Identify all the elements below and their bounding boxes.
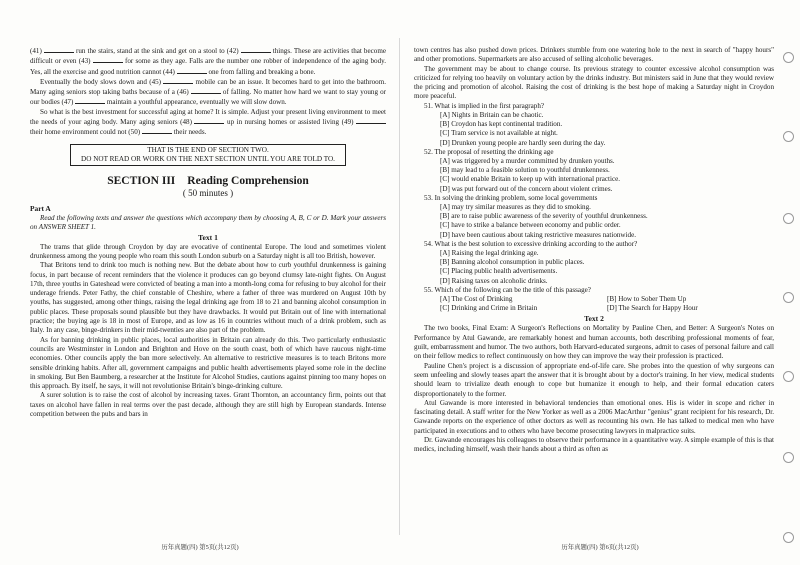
instructions: Read the following texts and answer the questions which accompany them by choosing A, B, C or D. Mark your answers on ANSWER SHEET 1. (30, 213, 386, 231)
binder-hole-icon (783, 131, 794, 142)
text-2-title: Text 2 (584, 314, 604, 324)
option-b: [B] Croydon has kept continental tradition. (440, 120, 563, 129)
question-stem: 51. What is implied in the first paragraph? (424, 101, 545, 110)
question-55 (414, 286, 774, 314)
binder-hole-icon (783, 213, 794, 224)
text-1-paragraph-1: The trams that glide through Croydon by day are evocative of continental Europe. The loud and sometimes violent drunkenness among the young people who roam this south London suburb on a Saturday night is all too British, however. (30, 242, 386, 260)
cloze-paragraph-1: (41) run the stairs, stand at the sink and get on a stool to (42) things. These are activities that become difficult or even (43) for some as they age. Falls are the number one robber of independence of the aging body. Yes, all the exercise and good nutrition cannot (44) one from falling and breaking a bone. (30, 47, 386, 76)
binder-hole-icon (783, 452, 794, 463)
cloze-paragraph-3: So what is the best investment for successful aging at home? It is simple. Adjust your present living environment to meet the needs of your aging body. Many aging seniors (48) up in nursing homes or assisted living (49) their home environment could not (50) their needs. (30, 107, 386, 137)
option-b: [B] may lead to a feasible solution to youthful drunkenness. (440, 166, 610, 175)
text-1-paragraph-2: That Britons tend to drink too much is nothing new. But the debate about how to curb youthful drunkenness is gaining focus, in part because of recent reminders that the violence it produces can go beyond clumsy late-night fights. On August 17th, three youths in Gateshead were convicted of beating a man into a month-long coma for refusing to buy alcohol for their underage friends. Peter Fathy, the chief constable of Cheshire, where a father of three was murdered on August 10th by youths, has suggested, among other things, raising the legal drinking age from 18 to 21 and banning alcohol consumption in public places. These proposals sound plausible but they have drawbacks. It would put Britain out of line with international practice; the buying age is 18 in most of Europe, and as low as 16 in countries without much of a drink problem, such as Italy. In any case, binge-drinkers in their mid-twenties are also part of the problem. (30, 261, 386, 335)
option-c: [C] Drinking and Crime in Britain (440, 304, 538, 313)
question-52 (414, 148, 774, 194)
option-d: [D] Raising taxes on alcoholic drinks. (440, 276, 548, 285)
options-row-1 (440, 295, 774, 304)
binder-hole-icon (783, 52, 794, 63)
option-b: [B] Banning alcohol consumption in public places. (440, 258, 585, 267)
option-d: [D] The Search for Happy Hour (607, 304, 698, 313)
option-d: [D] have been cautious about taking restrictive measures nationwide. (440, 230, 636, 239)
binder-hole-icon (783, 371, 794, 382)
question-53 (414, 194, 774, 240)
text-1-paragraph-3: As for banning drinking in public places, local authorities in Britain can already do this. Two particularly enthusiastic councils are Westminster in London and Brighton and Hove on the south coast, both of which have raucous night-time economies. Other councils apply the ban more selectively. An alternative to restrictive measures is to teach Britons more sensible drinking habits. After all, government campaigns and public health advertisements played some role in the decline in smoking. But Ben Baumberg, a researcher at the Institute for Alcohol Studies, cautions against pinning too many hopes on this approach. By itself, he says, it will not revolutionise Britain's binge-drinking culture. (30, 335, 386, 391)
option-c: [C] have to strike a balance between economy and public order. (440, 221, 621, 230)
question-stem: 54. What is the best solution to excessive drinking according to the author? (424, 239, 638, 248)
option-a: [A] was triggered by a murder committed by drunken youths. (440, 157, 615, 165)
page-footer-left: 历年真题(四) 第5页(共12页) (161, 544, 239, 551)
text-1-continued: town centres has also pushed down prices. Drinkers stumble from one watering hole to the next in search of "happy hours" and other promotions. Supermarkets are also accused of selling alcoholic beverages. (414, 46, 774, 64)
text-2-paragraph-4: Dr. Gawande encourages his colleagues to observe their performance in a quantitative way. A simple example of this is that medics, including himself, wash their hands about a third as often as (414, 436, 774, 454)
option-c: [C] would enable Britain to keep up with international practice. (440, 175, 621, 184)
option-d: [D] was put forward out of the concern about violent crimes. (440, 184, 613, 193)
option-c: [C] Tram service is not available at night. (440, 129, 558, 138)
option-d: [D] Drunken young people are hardly seen during the day. (440, 138, 606, 147)
option-b: [B] are to raise public awareness of the severity of youthful drunkenness. (440, 212, 648, 221)
section-duration: ( 50 minutes ) (182, 187, 234, 198)
question-stem: 53. In solving the drinking problem, some local governments (424, 193, 598, 202)
options-row-2 (440, 304, 774, 313)
option-a: [A] The Cost of Drinking (440, 295, 513, 304)
text-1-paragraph-4: A surer solution is to raise the cost of alcohol by increasing taxes. Grant Thornton, an accountancy firm, points out that taxes on alcohol have fallen in real terms over the past decade, although they are still high by European standards. Intense competition between the pubs and bars in (30, 391, 386, 419)
binder-hole-icon (783, 292, 794, 303)
question-54 (414, 240, 774, 286)
section-heading (30, 175, 386, 187)
notice-line-1: THAT IS THE END OF SECTION TWO. (147, 145, 269, 154)
option-a: [A] may try similar measures as they did to smoking. (440, 203, 591, 212)
right-page (400, 0, 800, 565)
text-2-paragraph-1: The two books, Final Exam: A Surgeon's Reflections on Mortality by Pauline Chen, and Better: A Surgeon's Notes on Performance by Atul Gawande, are remarkably honest and human accounts, both describing professional moments of fear, guilt, embarrassment and humor. The two authors, both Harvard-educated surgeons, admit to cases of personal failure and call on their fellow medics to reflect continuously on how they can improve the way their profession is practiced. (414, 324, 774, 361)
option-a: [A] Raising the legal drinking age. (440, 249, 539, 258)
option-b: [B] How to Sober Them Up (607, 295, 687, 304)
part-a-heading: Part A (30, 203, 51, 213)
text-2-paragraph-3: Atul Gawande is more interested in behavioral tendencies than emotional ones. His is wider in scope and richer in fascinating detail. A staff writer for the New Yorker as well as a 2006 MacArthur "genius" grant recipient for his research, Dr. Gawande reports on the experience of other doctors as well as recounting his own. He has talked to medical men who have participated in executions and to others who have become prosecuting lawyers in malpractice suits. (414, 398, 774, 435)
option-a: [A] Nights in Britain can be chaotic. (440, 110, 544, 119)
question-stem: 55. Which of the following can be the title of this passage? (424, 285, 591, 294)
text-1-paragraph-5: The government may be about to change course. Its previous strategy to counter excessive alcohol consumption was criticized for relying too heavily on voluntary action by the drinks industry. But ministers said in June that they would review the pricing and promotion of alcohol. Raising the cost of drinking is the best hope of making a Saturday night in Croydon more peaceful. (414, 64, 774, 101)
question-stem: 52. The proposal of resetting the drinking age (424, 147, 554, 156)
text-1-title: Text 1 (198, 232, 218, 242)
page-footer-right: 历年真题(四) 第6页(共12页) (561, 544, 639, 551)
section-label: SECTION III (107, 174, 176, 187)
text-2-paragraph-2: Pauline Chen's project is a discussion of appropriate end-of-life care. She probes into the question of why surgeons can seem unfeeling and slowly teases apart the answer that it is brought about by a doctor's training. In her view, medical students should learn to trivialize death enough to cope but humanize it enough to help, and their formal education caters disproportionately to the former. (414, 361, 774, 398)
notice-line-2: DO NOT READ OR WORK ON THE NEXT SECTION UNTIL YOU ARE TOLD TO. (81, 154, 335, 163)
end-of-section-notice (70, 144, 346, 166)
cloze-paragraph-2: Eventually the body slows down and (45) mobile can be an issue. It becomes hard to get into the bathroom. Many aging seniors stop taking baths because of a (46) of falling. No matter how hard we want to stay young or our bodies (47) maintain a youthful appearance, eventually we will slow down. (30, 77, 386, 107)
option-c: [C] Placing public health advertisements. (440, 267, 558, 276)
question-51 (414, 102, 774, 148)
section-name: Reading Comprehension (187, 174, 309, 187)
